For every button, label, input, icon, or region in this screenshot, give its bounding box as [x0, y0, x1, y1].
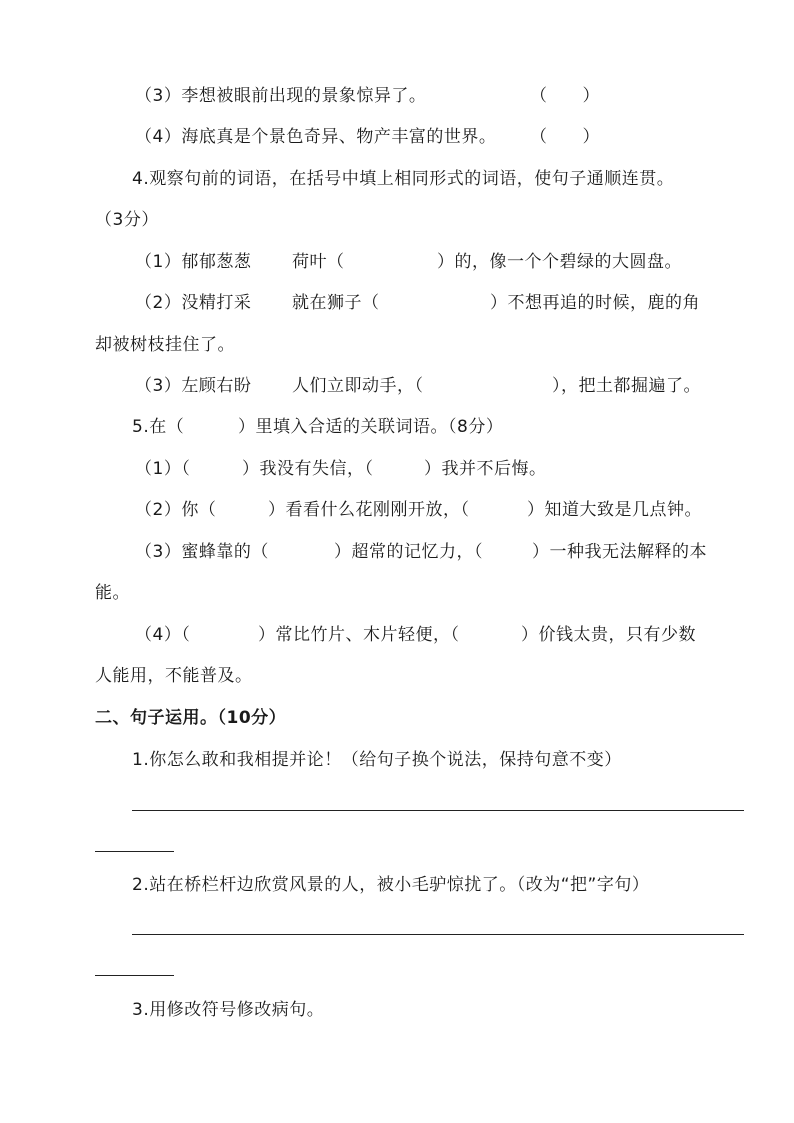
- q5-item-4-c: ）价钱太贵，只有少数: [521, 625, 696, 645]
- q4-item-2-continuation: 却被树枝挂住了。: [95, 335, 235, 355]
- q5-item-3-c: ）一种我无法解释的本: [532, 542, 707, 562]
- section-2-question-3: 3.用修改符号修改病句。: [132, 1000, 325, 1020]
- q5-item-4-b: ）常比竹片、木片轻便，（: [258, 625, 460, 645]
- section-2-question-2: 2.站在桥栏杆边欣赏风景的人，被小毛驴惊扰了。（改为“把”字句）: [132, 875, 650, 895]
- answer-line-2-continuation[interactable]: [95, 975, 174, 976]
- q4-item-3-part-a: 人们立即动手，（: [292, 376, 424, 396]
- item-3-answer-blank[interactable]: （ ）: [530, 86, 600, 106]
- item-3-text: （3）李想被眼前出现的景象惊异了。: [135, 86, 427, 106]
- q5-item-1-c: ）我并不后悔。: [424, 459, 547, 479]
- answer-line-1-continuation[interactable]: [95, 851, 174, 852]
- q5-item-2-c: ）知道大致是几点钟。: [527, 500, 702, 520]
- q4-item-1-part-a: 荷叶（: [292, 252, 345, 272]
- section-2-question-1: 1.你怎么敢和我相提并论！（给句子换个说法，保持句意不变）: [132, 750, 622, 770]
- q5-item-1-a: （1）（: [135, 459, 191, 479]
- item-4-answer-blank[interactable]: （ ）: [530, 127, 600, 147]
- q5-item-1-b: ）我没有失信，（: [242, 459, 374, 479]
- question-4-score: （3分）: [95, 210, 159, 230]
- answer-line-2[interactable]: [132, 934, 744, 935]
- question-5-title-a: 5.在（: [132, 417, 185, 437]
- q5-item-3-b: ）超常的记忆力，（: [334, 542, 483, 562]
- q4-item-3-part-b: ），把土都掘遍了。: [552, 376, 701, 396]
- item-4-text: （4）海底真是个景色奇异、物产丰富的世界。: [135, 127, 497, 147]
- q4-item-1-part-b: ）的，像一个个碧绿的大圆盘。: [437, 252, 682, 272]
- q4-item-2-word: （2）没精打采: [135, 293, 252, 313]
- q4-item-2-part-a: 就在狮子（: [292, 293, 380, 313]
- q4-item-3-word: （3）左顾右盼: [135, 376, 252, 396]
- q5-item-4-continuation: 人能用，不能普及。: [95, 666, 253, 686]
- question-4-title: 4.观察句前的词语，在括号中填上相同形式的词语，使句子通顺连贯。: [132, 169, 675, 189]
- question-5-title-b: ）里填入合适的关联词语。（8分）: [238, 417, 504, 437]
- q4-item-1-word: （1）郁郁葱葱: [135, 252, 252, 272]
- q5-item-3-continuation: 能。: [95, 583, 130, 603]
- section-2-heading: 二、句子运用。（10分）: [95, 708, 287, 728]
- q5-item-3-a: （3）蜜蜂靠的（: [135, 542, 269, 562]
- answer-line-1[interactable]: [132, 810, 744, 811]
- q5-item-2-b: ）看看什么花刚刚开放，（: [268, 500, 470, 520]
- q5-item-2-a: （2）你（: [135, 500, 217, 520]
- q4-item-2-part-b: ）不想再追的时候，鹿的角: [490, 293, 700, 313]
- q5-item-4-a: （4）（: [135, 625, 191, 645]
